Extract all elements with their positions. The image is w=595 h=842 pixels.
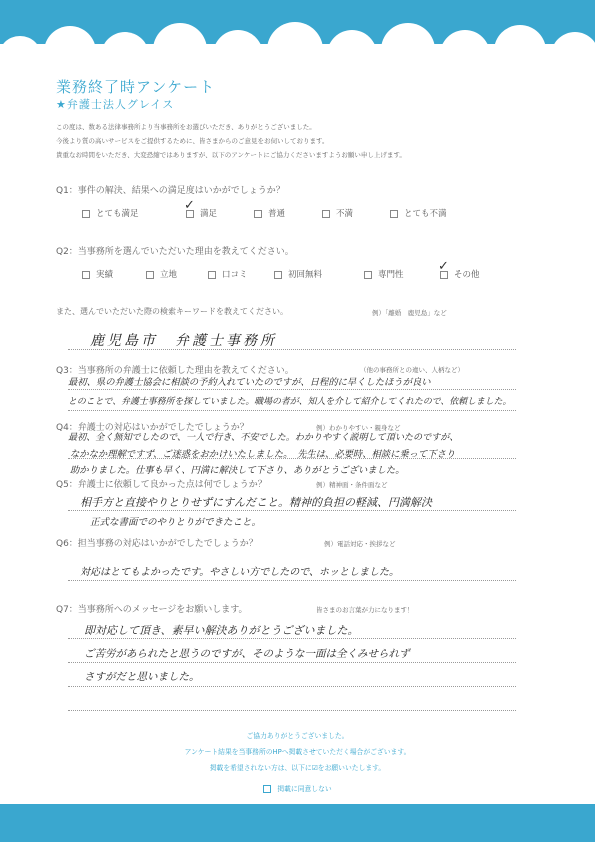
q6-question: Q6：担当事務の対応はいかがでしたでしょうか？ (56, 539, 258, 549)
checkbox[interactable] (146, 271, 154, 279)
q1-option-very-satisfied[interactable]: とても満足 (82, 207, 139, 219)
q1-question: Q1：事件の解決、結果への満足度はいかがでしょうか？ (56, 186, 285, 196)
q5-question: Q5：弁護士に依頼して良かった点は何でしょうか？ (56, 480, 267, 490)
answer-line (68, 638, 516, 639)
q1-option-neutral[interactable]: 普通 (254, 207, 285, 219)
checkbox[interactable] (322, 210, 330, 218)
answer-line (68, 349, 516, 350)
header-cloud-band (0, 0, 595, 62)
answer-line (68, 458, 516, 459)
answer-line (68, 686, 516, 687)
answer-line (68, 710, 516, 711)
keyword-answer: 鹿児島市 弁護士事務所 (90, 333, 277, 349)
q4-answer-line-2: なかなか理解ですず、ご迷惑をおかけいたしました。 先生は、必要時、相談に乗って下さり (70, 449, 456, 460)
q4-example: 例）わかりやすい・親身など (316, 424, 401, 432)
q2-option-other[interactable]: その他 (440, 268, 480, 280)
q2-option-expertise[interactable]: 専門性 (364, 268, 404, 280)
q3-answer-line-1: 最初、県の弁護士協会に相談の予約入れていたのですが、日程的に早くしたほうが良い (68, 377, 431, 388)
q3-example: （他の事務所との違い、人柄など） (360, 366, 464, 374)
q7-example: 皆さまのお言葉が力になります！ (316, 606, 414, 614)
footer-line-1: ご協力ありがとうございました。 (246, 732, 349, 740)
q7-question: Q7：当事務所へのメッセージをお願いします。 (56, 605, 248, 615)
q7-answer-line-3: さすがだと思いました。 (84, 671, 200, 683)
checkmark-icon: ✓ (438, 259, 449, 274)
footer-line-2: アンケート結果を当事務所のHPへ掲載させていただく場合がございます。 (184, 748, 411, 756)
q1-option-dissatisfied[interactable]: 不満 (322, 207, 353, 219)
q6-answer: 対応はとてもよかったです。やさしい方でしたので、ホッとしました。 (80, 567, 399, 578)
q6-example: 例）電話対応・挨拶など (324, 540, 396, 548)
checkbox[interactable] (390, 210, 398, 218)
checkbox[interactable] (82, 271, 90, 279)
checkbox[interactable] (274, 271, 282, 279)
checkbox[interactable] (254, 210, 262, 218)
keyword-question: また、選んでいただいた際の検索キーワードを教えてください。 (56, 307, 288, 316)
answer-line (68, 389, 516, 390)
footer-band (0, 804, 595, 842)
q2-question: Q2：当事務所を選んでいただいた理由を教えてください。 (56, 247, 294, 257)
answer-line (68, 510, 516, 511)
q4-question: Q4：弁護士の対応はいかがでしたでしょうか？ (56, 423, 249, 433)
q7-answer-line-2: ご苦労があられたと思うのですが、そのような一面は全くみせられず (84, 648, 410, 660)
q4-answer-line-3: 助かりました。仕事も早く、円満に解決して下さり、ありがとうございました。 (70, 465, 405, 476)
checkbox[interactable] (364, 271, 372, 279)
q2-option-reviews[interactable]: 口コミ (208, 268, 248, 280)
footer-line-3: 掲載を希望されない方は、以下に☑をお願いいたします。 (209, 764, 386, 772)
q2-option-location[interactable]: 立地 (146, 268, 177, 280)
q7-answer-line-1: 即対応して頂き、素早い解決ありがとうございました。 (84, 624, 359, 637)
q5-example: 例）精神面・条件面など (316, 481, 388, 489)
optout-option[interactable]: 掲載に同意しない (0, 783, 595, 793)
intro-line-2: 今後より質の高いサービスをご提供するために、皆さまからのご意見をお伺いしております。 (56, 137, 329, 145)
answer-line (68, 662, 516, 663)
optout-checkbox[interactable] (263, 785, 271, 793)
firm-name: ★弁護士法人グレイス (56, 98, 175, 111)
checkbox[interactable] (208, 271, 216, 279)
q5-answer-line-2: 正式な書面でのやりとりができたこと。 (90, 517, 262, 528)
q1-option-satisfied[interactable]: 満足 (186, 207, 217, 219)
q3-question: Q3：当事務所の弁護士に依頼した理由を教えてください。 (56, 366, 294, 376)
q2-option-free-consult[interactable]: 初回無料 (274, 268, 322, 280)
intro-line-1: この度は、数ある法律事務所より当事務所をお選びいただき、ありがとうございました。 (56, 123, 316, 131)
answer-line (68, 410, 516, 411)
q5-answer-line-1: 相手方と直接やりとりせずにすんだこと。精神的負担の軽減、円満解決 (80, 496, 432, 509)
checkmark-icon: ✓ (184, 198, 195, 213)
answer-line (68, 580, 516, 581)
q3-answer-line-2: とのことで、弁護士事務所を探していました。職場の者が、知人を介して紹介してくれたので、依頼しました。 (68, 397, 512, 407)
checkbox[interactable] (82, 210, 90, 218)
q2-option-track-record[interactable]: 実績 (82, 268, 113, 280)
q1-option-very-dissatisfied[interactable]: とても不満 (390, 207, 447, 219)
q4-answer-line-1: 最初、全く無知でしたので、一人で行き、不安でした。わかりやすく説明して頂いたのですが、 (68, 433, 459, 443)
page-title: 業務終了時アンケート (56, 78, 216, 96)
intro-line-3: 貴重なお時間をいただき、大変恐縮ではありますが、以下のアンケートにご協力くださいますようお願い申し上げます。 (56, 151, 406, 159)
keyword-example: 例）「離婚 鹿児島」など (372, 309, 447, 317)
